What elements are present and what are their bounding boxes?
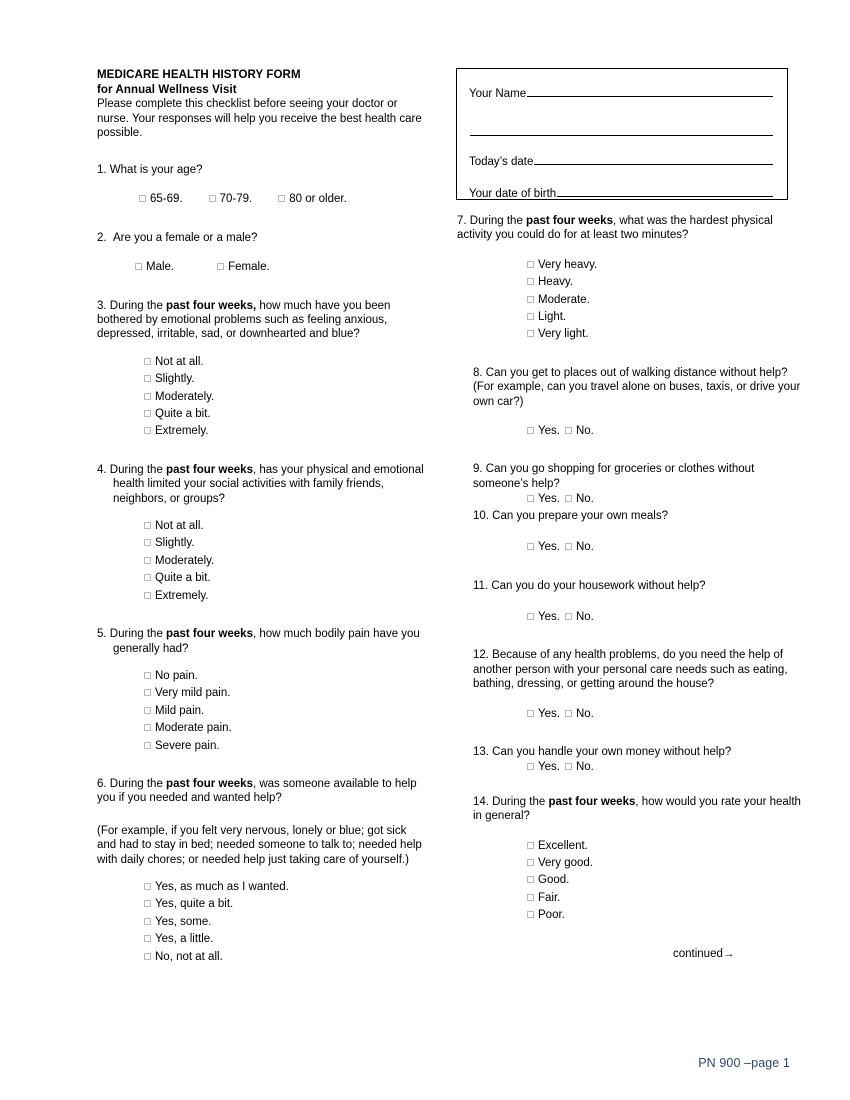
question-4-options	[97, 518, 427, 605]
question-7-option-3: Light.	[538, 311, 567, 324]
question-3-bold: past four weeks,	[166, 299, 257, 312]
question-6	[97, 777, 427, 806]
question-7-options	[457, 257, 802, 344]
todays-date-label: Today’s date	[469, 156, 534, 168]
question-12: 12. Because of any health problems, do you need the help of another person with your personal care needs such as eating, bathing, dressing, or getting around the house?	[473, 649, 788, 691]
checkbox-icon[interactable]	[144, 883, 151, 890]
patient-name-second-rule[interactable]	[470, 124, 773, 136]
checkbox-icon[interactable]	[565, 427, 572, 434]
option-item[interactable]	[527, 890, 802, 907]
checkbox-icon[interactable]	[144, 592, 151, 599]
question-2	[97, 231, 427, 245]
question-1-option-row	[139, 191, 427, 208]
question-6-option-3: Yes, a little.	[155, 933, 214, 946]
checkbox-icon[interactable]	[527, 842, 534, 849]
option-item[interactable]	[527, 326, 802, 343]
question-12-options	[457, 706, 802, 723]
question-5-bold: past four weeks	[166, 628, 253, 641]
todays-date-field[interactable]	[469, 153, 773, 169]
option-item[interactable]	[144, 570, 427, 587]
question-6-options	[97, 879, 427, 966]
checkbox-icon[interactable]	[278, 195, 285, 202]
checkbox-icon[interactable]	[565, 543, 572, 550]
option-item[interactable]	[144, 371, 427, 388]
question-4-option-2: Moderately.	[155, 554, 215, 567]
question-3-option-2: Moderately.	[155, 390, 215, 403]
question-7-option-2: Moderate.	[538, 293, 590, 306]
checkbox-icon[interactable]	[527, 894, 534, 901]
option-item[interactable]	[144, 588, 427, 605]
question-11-option-1[interactable]: No.	[575, 610, 594, 623]
checkbox-icon[interactable]	[144, 953, 151, 960]
option-item[interactable]	[144, 738, 427, 755]
question-13-options	[457, 759, 802, 776]
question-11: 11. Can you do your housework without help?	[473, 579, 706, 592]
checkbox-icon[interactable]	[527, 427, 534, 434]
option-item[interactable]	[144, 685, 427, 702]
checkbox-icon[interactable]	[144, 707, 151, 714]
question-5-suffix: , how much bodily pain have you generally had?	[113, 628, 420, 655]
question-3-prefix: 3. During the	[97, 299, 167, 312]
option-item[interactable]	[144, 389, 427, 406]
question-4-option-0: Not at all.	[155, 520, 204, 533]
option-item[interactable]	[527, 292, 802, 309]
question-9-options	[457, 491, 802, 508]
checkbox-icon[interactable]	[527, 495, 534, 502]
question-3-option-4: Extremely.	[155, 425, 209, 438]
checkbox-icon[interactable]	[144, 672, 151, 679]
checkbox-icon[interactable]	[144, 427, 151, 434]
checkbox-icon[interactable]	[144, 358, 151, 365]
checkbox-icon[interactable]	[527, 296, 534, 303]
checkbox-icon[interactable]	[565, 763, 572, 770]
question-10-option-0[interactable]: Yes.	[538, 541, 560, 554]
question-1-options	[97, 191, 427, 208]
option-item[interactable]	[144, 914, 427, 931]
question-4-option-1: Slightly.	[155, 537, 195, 550]
checkbox-icon[interactable]	[144, 918, 151, 925]
question-9: 9. Can you go shopping for groceries or clothes without someone’s help?	[473, 463, 755, 490]
question-2-option-row	[135, 259, 427, 276]
question-5	[97, 627, 427, 656]
checkbox-icon[interactable]	[527, 261, 534, 268]
question-11-option-row	[527, 609, 802, 626]
checkbox-icon[interactable]	[527, 859, 534, 866]
checkbox-icon[interactable]	[527, 763, 534, 770]
question-5-option-0: No pain.	[155, 669, 198, 682]
question-13: 13. Can you handle your own money without help?	[473, 745, 732, 758]
option-item[interactable]	[144, 949, 427, 966]
question-5-option-4: Severe pain.	[155, 739, 220, 752]
question-1-option-2[interactable]: 80 or older.	[289, 193, 347, 206]
question-5-prefix: 5. During the	[97, 628, 167, 641]
question-5-option-2: Mild pain.	[155, 704, 205, 717]
question-10: 10. Can you prepare your own meals?	[473, 509, 668, 522]
patient-info-box	[456, 68, 788, 200]
option-item[interactable]	[144, 518, 427, 535]
question-3-option-0: Not at all.	[155, 355, 204, 368]
checkbox-icon[interactable]	[527, 710, 534, 717]
checkbox-icon[interactable]	[144, 724, 151, 731]
question-14-option-0: Excellent.	[538, 839, 588, 852]
form-intro-text: Please complete this checklist before seeing your doctor or nurse. Your responses will help you receive the best health care possible.	[97, 98, 422, 140]
question-6-bold: past four weeks	[166, 777, 253, 790]
option-item[interactable]	[527, 855, 802, 872]
question-5-option-3: Moderate pain.	[155, 722, 232, 735]
question-1-text: What is your age?	[109, 163, 203, 176]
patient-name-label: Your Name	[469, 88, 527, 100]
question-3-option-1: Slightly.	[155, 373, 195, 386]
question-7-suffix: , what was the hardest physical activity you could do for at least two minutes?	[457, 215, 773, 242]
question-10-options	[457, 539, 802, 556]
question-2-option-1[interactable]: Female.	[228, 261, 270, 274]
checkbox-icon[interactable]	[527, 613, 534, 620]
question-1-option-1[interactable]: 70-79.	[219, 193, 253, 206]
checkbox-icon[interactable]	[135, 263, 142, 270]
option-item[interactable]	[144, 703, 427, 720]
question-8-option-row	[527, 423, 802, 440]
patient-name-second-line[interactable]	[469, 124, 773, 136]
question-6-option-0: Yes, as much as I wanted.	[155, 880, 289, 893]
question-1-option-0[interactable]: 65-69.	[150, 193, 183, 206]
question-14-option-1: Very good.	[538, 856, 593, 869]
patient-name-field[interactable]	[469, 85, 773, 101]
question-14-options	[457, 838, 802, 925]
checkbox-icon[interactable]	[144, 539, 151, 546]
question-2-options	[97, 259, 427, 276]
question-14-prefix: 14. During the	[473, 795, 549, 808]
question-3	[97, 299, 427, 342]
question-12-option-0[interactable]: Yes.	[538, 707, 560, 720]
question-8-option-0[interactable]: Yes.	[538, 425, 560, 438]
option-item[interactable]	[527, 907, 802, 924]
option-item[interactable]	[527, 257, 802, 274]
question-6-prefix: 6. During the	[97, 777, 167, 790]
question-10-option-row	[527, 539, 802, 556]
question-12-option-row	[527, 706, 802, 723]
patient-name-rule[interactable]	[527, 85, 773, 97]
checkbox-icon[interactable]	[144, 522, 151, 529]
date-of-birth-label: Your date of birth	[469, 188, 557, 200]
question-6-suffix: , was someone available to help you if you needed and wanted help?	[97, 777, 417, 805]
question-7-option-1: Heavy.	[538, 276, 573, 289]
question-14-bold: past four weeks	[548, 795, 636, 808]
question-3-suffix: how much have you been bothered by emotional problems such as feeling anxious, depressed, irritable, sad, or downhearted and blue?	[97, 299, 391, 341]
question-7-bold: past four weeks	[526, 215, 613, 227]
question-14	[457, 795, 802, 824]
option-item[interactable]	[144, 720, 427, 737]
question-7	[457, 214, 802, 243]
date-of-birth-rule[interactable]	[557, 185, 773, 197]
checkbox-icon[interactable]	[527, 543, 534, 550]
question-7-option-4: Very light.	[538, 328, 589, 341]
question-14-suffix: , how would you rate your health in general?	[473, 795, 801, 823]
option-item[interactable]	[144, 354, 427, 371]
question-9-option-0[interactable]: Yes.	[538, 493, 560, 506]
question-13-option-0[interactable]: Yes.	[538, 761, 560, 774]
option-item[interactable]	[527, 838, 802, 855]
checkbox-icon[interactable]	[144, 900, 151, 907]
checkbox-icon[interactable]	[565, 495, 572, 502]
option-item[interactable]	[144, 423, 427, 440]
left-column	[97, 68, 427, 966]
page-footer: PN 900 –page 1	[698, 1056, 790, 1070]
question-2-number: 2.	[97, 231, 107, 244]
checkbox-icon[interactable]	[144, 689, 151, 696]
checkbox-icon[interactable]	[144, 410, 151, 417]
form-title-line-1: MEDICARE HEALTH HISTORY FORM	[97, 69, 301, 81]
question-2-text: Are you a female or a male?	[112, 231, 258, 244]
question-11-options	[457, 609, 802, 626]
question-13-option-1[interactable]: No.	[575, 761, 594, 774]
question-6-option-2: Yes, some.	[155, 915, 212, 928]
option-item[interactable]	[144, 931, 427, 948]
option-item[interactable]	[144, 535, 427, 552]
checkbox-icon[interactable]	[144, 557, 151, 564]
checkbox-icon[interactable]	[565, 613, 572, 620]
question-10-option-1[interactable]: No.	[575, 541, 594, 554]
option-item[interactable]	[527, 274, 802, 291]
question-4-suffix: , has your physical and emotional health limited your social activities with family friends, neighbors, or groups?	[113, 463, 424, 505]
question-9-option-row	[527, 491, 802, 508]
checkbox-icon[interactable]	[527, 278, 534, 285]
option-item[interactable]	[527, 872, 802, 889]
checkbox-icon[interactable]	[209, 195, 216, 202]
checkbox-icon[interactable]	[144, 742, 151, 749]
option-item[interactable]	[144, 553, 427, 570]
date-of-birth-field[interactable]	[469, 185, 773, 201]
question-5-options	[97, 668, 427, 755]
question-14-option-4: Poor.	[538, 909, 565, 922]
checkbox-icon[interactable]	[144, 574, 151, 581]
question-7-prefix: 7. During the	[457, 215, 527, 227]
question-13-option-row	[527, 759, 802, 776]
question-11-option-0[interactable]: Yes.	[538, 610, 560, 623]
checkbox-icon[interactable]	[144, 375, 151, 382]
question-4-option-4: Extremely.	[155, 589, 209, 602]
question-9-option-1[interactable]: No.	[575, 493, 594, 506]
question-14-option-3: Fair.	[538, 891, 561, 904]
question-6-option-4: No, not at all.	[155, 950, 223, 963]
option-item[interactable]	[144, 896, 427, 913]
question-4-prefix: 4. During the	[97, 463, 167, 476]
checkbox-icon[interactable]	[144, 935, 151, 942]
question-8: 8. Can you get to places out of walking distance without help? (For example, can you travel alone on buses, taxis, or drive your own car?)	[473, 366, 801, 408]
question-7-option-0: Very heavy.	[538, 258, 598, 271]
question-12-option-1[interactable]: No.	[575, 707, 594, 720]
question-1	[97, 163, 427, 177]
question-3-options	[97, 354, 427, 441]
question-3-option-3: Quite a bit.	[155, 408, 211, 421]
checkbox-icon[interactable]	[144, 393, 151, 400]
checkbox-icon[interactable]	[217, 263, 224, 270]
checkbox-icon[interactable]	[565, 710, 572, 717]
option-item[interactable]	[144, 879, 427, 896]
question-4	[97, 463, 427, 506]
checkbox-icon[interactable]	[527, 330, 534, 337]
question-4-option-3: Quite a bit.	[155, 572, 211, 585]
checkbox-icon[interactable]	[139, 195, 146, 202]
form-title-line-2: for Annual Wellness Visit	[97, 83, 237, 96]
checkbox-icon[interactable]	[527, 911, 534, 918]
option-item[interactable]	[527, 309, 802, 326]
question-8-option-1[interactable]: No.	[575, 425, 594, 438]
question-6-option-1: Yes, quite a bit.	[155, 898, 234, 911]
continued-label: continued→	[673, 947, 735, 960]
question-14-option-2: Good.	[538, 874, 570, 887]
question-5-option-1: Very mild pain.	[155, 687, 231, 700]
checkbox-icon[interactable]	[527, 876, 534, 883]
question-1-number: 1.	[97, 163, 107, 176]
todays-date-rule[interactable]	[534, 153, 773, 165]
option-item[interactable]	[144, 668, 427, 685]
question-8-options	[457, 423, 802, 440]
question-2-option-0[interactable]: Male.	[146, 261, 175, 274]
right-column	[457, 214, 802, 961]
question-4-bold: past four weeks	[166, 463, 253, 476]
question-6-example: (For example, if you felt very nervous, lonely or blue; got sick and had to stay in bed; needed someone to talk to; needed help with daily chores; or needed help just taking care of yourself.)	[97, 824, 422, 866]
checkbox-icon[interactable]	[527, 313, 534, 320]
option-item[interactable]	[144, 406, 427, 423]
